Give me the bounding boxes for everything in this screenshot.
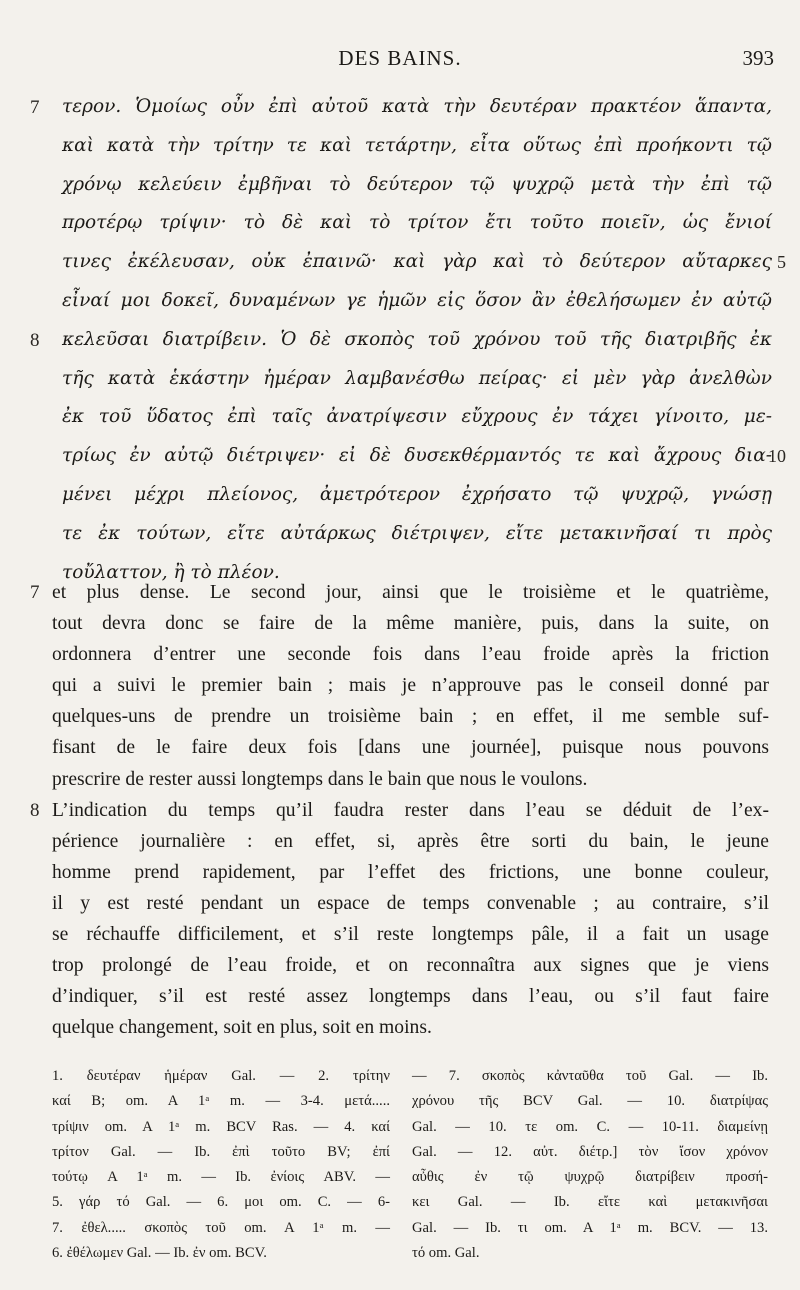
french-text-line: d’indiquer, s’il est resté assez longtemps dans l’eau, ou s’il faut faire xyxy=(52,986,769,1008)
apparatus-note-line: Gal. — 10. τε om. C. — 10-11. διαμείνῃ xyxy=(412,1118,768,1135)
notes-left-column xyxy=(52,1064,390,1266)
apparatus-note-line: — 7. σκοπὸς κἀνταῦθα τοῦ Gal. — Ib. xyxy=(412,1068,768,1084)
french-text-line: ordonnera d’entrer une seconde fois dans l’eau froide après la friction xyxy=(52,644,769,666)
french-text-line: il y est resté pendant un espace de temps convenable ; au contraire, s’il xyxy=(52,892,769,914)
french-text-line: fisant de le faire deux fois [dans une journée], puisque nous pouvons xyxy=(52,737,769,759)
apparatus-note-line: 7. ἐθελ..... σκοπὸς τοῦ om. A 1ᵃ m. — xyxy=(52,1219,390,1236)
french-text-line: tout devra donc se faire de la même manière, puis, dans la suite, on xyxy=(52,613,769,635)
apparatus-note-line: κει Gal. — Ib. εἴτε καὶ μετακινῆσαι xyxy=(412,1194,768,1211)
greek-text-line: τῆς κατὰ ἑκάστην ἡμέραν λαμβανέσθω πείρας· εἰ μὲν γὰρ ἀνελθὼν xyxy=(62,367,772,389)
french-text-line: et plus dense. Le second jour, ainsi que le troisième et le quatrième, xyxy=(52,582,769,603)
french-text-line: périence journalière : en effet, si, après être sorti du bain, le jeune xyxy=(52,830,769,852)
notes-right-column xyxy=(412,1064,768,1266)
greek-text-line: τε ἐκ τούτων, εἴτε αὐτάρκως διέτριψεν, εἴτε μετακινῆσαί τι πρὸς xyxy=(62,522,772,544)
running-head xyxy=(0,46,800,76)
apparatus-note-line: 5. γάρ τό Gal. — 6. μοι om. C. — 6- xyxy=(52,1194,390,1211)
french-text-line: se réchauffe difficilement, et s’il reste longtemps pâle, il a fait un usage xyxy=(52,924,769,946)
greek-text-line: τοὔλαττον, ἢ τὸ πλέον. xyxy=(62,561,280,583)
french-text-line: prescrire de rester aussi longtemps dans le bain que nous le voulons. xyxy=(52,768,588,790)
page-number: 393 xyxy=(742,46,774,70)
apparatus-note-line: 6. ἐθέλωμεν Gal. — Ib. ἐν om. BCV. xyxy=(52,1245,267,1262)
french-text-line: trop prolongé de l’eau froide, et on reconnaîtra aux signes que je viens xyxy=(52,955,769,977)
greek-text-line: εἶναί μοι δοκεῖ, δυναμένων γε ἡμῶν εἰς ὅσον ἂν ἐθελήσωμεν ἐν αὐτῷ xyxy=(62,289,772,311)
line-number: 10 xyxy=(768,446,786,467)
greek-text-line: τρίως ἐν αὐτῷ διέτριψεν· εἰ δὲ δυσεκθέρμαντός τε καὶ ἄχρους δια- xyxy=(62,445,772,467)
apparatus-note-line: καί B; om. A 1ᵃ m. — 3-4. μετά..... xyxy=(52,1093,390,1110)
paragraph-number: 8 xyxy=(30,329,40,351)
french-text-line: qui a suivi le premier bain ; mais je n’approuve pas le conseil donné par xyxy=(52,675,769,697)
french-text-line: quelques-uns de prendre un troisième bain ; en effet, il me semble suf- xyxy=(52,706,769,728)
greek-text-line: καὶ κατὰ τὴν τρίτην τε καὶ τετάρτην, εἶτα οὕτως ἐπὶ προήκοντι τῷ xyxy=(62,134,772,156)
line-number: 5 xyxy=(777,252,786,273)
french-text-line: quelque changement, soit en plus, soit en moins. xyxy=(52,1017,432,1039)
apparatus-note-line: τρίψιν om. A 1ᵃ m. BCV Ras. — 4. καί xyxy=(52,1118,390,1135)
greek-text-line: κελεῦσαι διατρίβειν. Ὁ δὲ σκοπὸς τοῦ χρόνου τοῦ τῆς διατριβῆς ἐκ xyxy=(62,328,772,350)
greek-text-line: προτέρῳ τρίψιν· τὸ δὲ καὶ τὸ τρίτον ἔτι τοῦτο ποιεῖν, ὡς ἔνιοί xyxy=(62,212,772,234)
french-text-line: homme prend rapidement, par l’effet des frictions, une bonne couleur, xyxy=(52,861,769,883)
apparatus-note-line: τούτῳ A 1ᵃ m. — Ib. ἐνίοις ABV. — xyxy=(52,1169,390,1186)
paragraph-number: 7 xyxy=(30,582,40,603)
apparatus-note-line: αὖθις ἐν τῷ ψυχρῷ διατρίβειν προσή- xyxy=(412,1169,768,1186)
apparatus-note-line: τρίτον Gal. — Ib. ἐπὶ τοῦτο BV; ἐπί xyxy=(52,1143,390,1160)
critical-apparatus xyxy=(52,1064,772,1264)
paragraph-number: 8 xyxy=(30,799,40,821)
french-text-line: L’indication du temps qu’il faudra rester dans l’eau se déduit de l’ex- xyxy=(52,799,769,821)
greek-text-block xyxy=(62,88,772,592)
greek-text-line: χρόνῳ κελεύειν ἐμβῆναι τὸ δεύτερον τῷ ψυχρῷ μετὰ τὴν ἐπὶ τῷ xyxy=(62,173,772,195)
greek-text-line: μένει μέχρι πλείονος, ἀμετρότερον ἐχρήσατο τῷ ψυχρῷ, γνώσῃ xyxy=(62,483,772,505)
apparatus-note-line: Gal. — Ib. τι om. A 1ᵃ m. BCV. — 13. xyxy=(412,1219,768,1236)
apparatus-note-line: χρόνου τῆς BCV Gal. — 10. διατρίψας xyxy=(412,1093,768,1110)
greek-text-line: ἐκ τοῦ ὕδατος ἐπὶ ταῖς ἀνατρίψεσιν εὔχρους ἐν τάχει γίνοιτο, με- xyxy=(62,406,772,428)
greek-text-line: τινες ἐκέλευσαν, οὐκ ἐπαινῶ· καὶ γὰρ καὶ τὸ δεύτερον αὔταρκες xyxy=(62,251,772,273)
greek-text-line: τερον. Ὁμοίως οὖν ἐπὶ αὐτοῦ κατὰ τὴν δευτέραν πρακτέον ἅπαντα, xyxy=(62,96,772,117)
french-translation-block xyxy=(52,577,769,1043)
apparatus-note-line: 1. δευτέραν ἡμέραν Gal. — 2. τρίτην xyxy=(52,1068,390,1084)
paragraph-number: 7 xyxy=(30,97,40,118)
apparatus-note-line: Gal. — 12. αὐτ. διέτρ.] τὸν ἴσον χρόνον xyxy=(412,1143,768,1160)
running-title: DES BAINS. xyxy=(338,46,462,70)
apparatus-note-line: τό om. Gal. xyxy=(412,1245,480,1262)
